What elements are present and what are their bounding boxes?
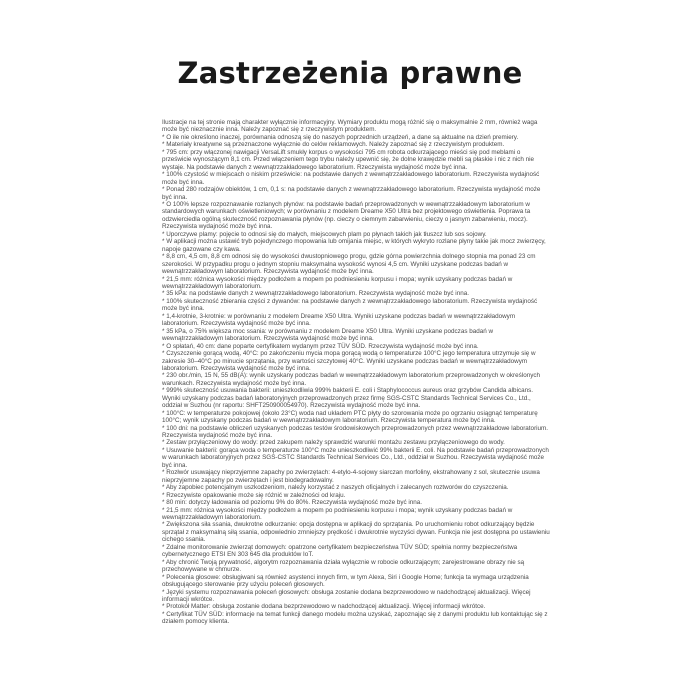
disclaimer-paragraph: * Protokół Matter: obsługa zostanie dodana bezprzewodowo w nadchodzącej aktualizacji. Więcej informacji wkrótce. bbox=[162, 603, 486, 611]
disclaimer-paragraph: * 100°C: w temperaturze pokojowej (około 23°C) woda nad układem PTC płyty do szorowania może po ogrzaniu osiągnąć temperaturę 100°C; wynik uzyskany podczas badań w wewnątrzzakładowym laboratorium. Rzeczywista temperatura może być inna. bbox=[162, 409, 538, 425]
disclaimer-paragraph: * 35 kPa, o 75% większa moc ssania: w porównaniu z modelem Dreame X50 Ultra. Wyniki uzyskane podczas badań w wewnątrzzakładowym laboratorium. Rzeczywista wydajność może być inna. bbox=[162, 327, 494, 343]
disclaimer-paragraph: * Certyfikat TÜV SÜD: informacje na temat funkcji danego modelu można uzyskać, zapoznając się z danymi produktu lub kontaktując się z działem pomocy klienta. bbox=[162, 610, 548, 626]
disclaimer-paragraph: * Języki systemu rozpoznawania poleceń głosowych: obsługa zostanie dodana bezprzewodowo w nadchodzącej aktualizacji. Więcej informacji wkrótce. bbox=[162, 588, 531, 603]
disclaimer-paragraph: * 999% skuteczność usuwania bakterii: unieszkodliwia 999% bakterii E. coli i Staphylococcus aureus oraz grzybów Candida albicans. Wyniki uzyskany podczas badań laboratoryjnych przeprowadzonych przez firmę SGS-CSTC Standards Technical Services Co., Ltd., oddział w Suzhou (nr raportu: SHFT250900054970). Rzeczywista wydajność może być inna. bbox=[162, 387, 534, 410]
disclaimer-paragraph: * 100% czystość w miejscach o niskim prześwicie: na podstawie danych z wewnątrzzakładowego laboratorium. Rzeczywista wydajność może być inna. bbox=[162, 171, 540, 186]
disclaimer-text-block bbox=[162, 119, 550, 626]
disclaimer-paragraph: * Zdalne monitorowanie zwierząt domowych: opatrzone certyfikatem bezpieczeństwa TÜV SÜD; spełnia normy bezpieczeństwa cybernetycznego ETSI EN 303 645 dla produktów IoT. bbox=[162, 543, 518, 559]
disclaimer-paragraph: * 100% skuteczność zbierania części z dywanów: na podstawie danych z wewnątrzzakładowego laboratorium. Rzeczywista wydajność może być inna. bbox=[162, 297, 538, 313]
disclaimer-paragraph: * 21,5 mm: różnica wysokości między podłożem a mopem po podniesieniu korpusu i mopa; wynik uzyskany podczas badań w wewnątrzzakładowym laboratorium. bbox=[162, 275, 513, 290]
disclaimer-paragraph: * Aby zapobiec potencjalnym uszkodzeniom, należy korzystać z naszych oficjalnych i zalecanych roztworów do czyszczenia. bbox=[162, 484, 509, 492]
disclaimer-paragraph: * 80 min: dotyczy ładowania od poziomu 9% do 80%. Rzeczywista wydajność może być inna. bbox=[162, 499, 423, 507]
disclaimer-paragraph: * W aplikacji można ustawić tryb pojedynczego mopowania lub omijania miejsc, w których wykryto rozlane płyny takie jak mocz zwierzęcy, napoje gazowane czy kawa. bbox=[162, 238, 546, 253]
disclaimer-paragraph: * Czyszczenie gorącą wodą, 40°C: po zakończeniu mycia mopa gorącą wodą o temperaturze 100°C jego temperatura utrzymuje się w zakresie 30–40°C po minucie sprzątania, przy wartości szczytowej 40°C. Wyniki uzyskane podczas badań w wewnątrzzakładowym laboratorium. Rzeczywista wydajność może być inna. bbox=[162, 350, 536, 372]
disclaimer-paragraph: * 35 kPa: na podstawie danych z wewnątrzzakładowego laboratorium. Rzeczywista wydajność może być inna. bbox=[162, 290, 469, 298]
disclaimer-paragraph: * O spłatań, 40 cm: dane poparte certyfikatem wydanym przez TÜV SÜD. Rzeczywista wydajność może być inna. bbox=[162, 342, 479, 350]
disclaimer-paragraph: * 100 dni: na podstawie obliczeń uzyskanych podczas testów środowiskowych przeprowadzonych przez wewnątrzzakładowe laboratorium. Rzeczywista wydajność może być inna. bbox=[162, 424, 549, 440]
disclaimer-paragraph: * Ponad 280 rodzajów obiektów, 1 cm, 0,1 s: na podstawie danych z wewnątrzzakładowego laboratorium. Rzeczywista wydajność może być inna. bbox=[162, 186, 541, 201]
disclaimer-paragraph: * Rzeczywiste opakowanie może się różnić w zależności od kraju. bbox=[162, 491, 346, 499]
disclaimer-paragraph: * 21,5 mm: różnica wysokości między podłożem a mopem po podniesieniu korpusu i mopa; wynik uzyskany podczas badań w wewnątrzzakładowym laboratorium. bbox=[162, 506, 513, 522]
disclaimer-paragraph: * Zwiększona siła ssania, dwukrotne odkurzanie: opcja dostępna w aplikacji do sprzątania. Po uruchomieniu robot odkurzający będzie sprzątał z maksymalną siłą ssania, odpowiednio zmniejszy prędkość i dwukrotnie wyczyści dywan. Funkcja nie jest dostępna po ustawieniu cichego ssania. bbox=[162, 521, 550, 544]
disclaimer-paragraph: Ilustracje na tej stronie mają charakter wyłącznie informacyjny. Wymiary produktu mogą różnić się o maksymalnie 2 mm, również waga może być nieznacznie inna. Należy zapoznać się z rzeczywistym produktem. bbox=[162, 119, 538, 134]
disclaimer-paragraph: * Materiały kreatywne są przeznaczone wyłącznie do celów reklamowych. Należy zapoznać się z rzeczywistym produktem. bbox=[162, 141, 505, 149]
disclaimer-paragraph: * 1,4-krotnie, 3-krotnie: w porównaniu z modelem Dreame X50 Ultra. Wyniki uzyskane podczas badań w wewnątrzzakładowym laboratorium. Rzeczywista wydajność może być inna. bbox=[162, 312, 516, 328]
disclaimer-paragraph: * 230 obr./min, 15 N, 55 dB(A): wynik uzyskany podczas badań w wewnątrzzakładowym laboratorium przeprowadzonych w określonych warunkach. Rzeczywista wydajność może być inna. bbox=[162, 372, 540, 387]
disclaimer-paragraph: * Aby chronić Twoją prywatność, algorytm rozpoznawania działa wyłącznie w robocie odkurzającym; zarejestrowane obrazy nie są przechowywane w chmurze. bbox=[162, 558, 525, 574]
disclaimer-paragraph: * Polecenia głosowe: obsługiwani są również asystenci innych firm, w tym Alexa, Siri i Google Home; funkcja ta wymaga urządzenia obsługującego sterowanie przy użyciu poleceń głosowych. bbox=[162, 573, 529, 589]
disclaimer-paragraph: * Rozłwór usuwający nieprzyjemne zapachy po zwierzętach: 4-etylo-4-sojowy siarczan morfoliny, ekstrahowany z sol, skutecznie usuwa nieprzyjemne zapachy po zwierzętach i jest biodegradowalny. bbox=[162, 469, 540, 484]
disclaimer-paragraph: * Zestaw przyłączeniowy do wody: przed zakupem należy sprawdzić warunki montażu zestawu przyłączeniowego do wody. bbox=[162, 439, 505, 447]
disclaimer-paragraph: * O 100% lepsze rozpoznawanie rozlanych płynów: na podstawie badań przeprowadzonych w wewnątrzzakładowym laboratorium w standardowych warunkach oświetleniowych; w porównaniu z modelem Dreame X50 Ultra bez projektowego oświetlenia. Poprawa ta odzwierciedla ogólną skuteczność rozpoznawania płynów (np. cieczy o ciemnym zabarwieniu, cieczy o jasnym zabarwieniu, mocz). Rzeczywista wydajność może być inna. bbox=[162, 200, 531, 231]
disclaimer-paragraph: * Usuwanie bakterii: gorąca woda o temperaturze 100°C może unieszkodliwić 99% bakterii E. coli. Na podstawie badań przeprowadzonych w warunkach laboratoryjnych przez SGS-CSTC Standards Technical Services Co., Ltd., oddział w Suzhou. Rzeczywista wydajność może być inna. bbox=[162, 446, 549, 469]
disclaimer-paragraph: * 795 cm: przy włączonej nawigacji VersaLift smukły korpus o wysokości 795 cm robota odkurzającego mieści się pod meblami o prześwicie wynoszącym 8,1 cm. Przed włączeniem tego trybu należy upewnić się, że dolne krawędzie mebli są płaskie i nic z nich nie wystaje. Na podstawie danych z wewnątrzzakładowego laboratorium. Rzeczywista wydajność może być inna. bbox=[162, 148, 535, 171]
disclaimer-paragraph: * O ile nie określono inaczej, porównania odnoszą się do naszych poprzednich urządzeń, a dane są aktualne na dzień premiery. bbox=[162, 133, 519, 141]
disclaimer-paragraph: * 8,8 cm, 4,5 cm, 8,8 cm odnosi się do wysokości dwustopniowego progu, gdzie górna powierzchnia dolnego stopnia ma ponad 23 cm szerokości. W przypadku progu o jednym stopniu maksymalna wysokość wynosi 4,5 cm. Wyniki uzyskane podczas badań w wewnątrzzakładowym laboratorium. Rzeczywista wydajność może być inna. bbox=[162, 253, 536, 276]
page-title: Zastrzeżenia prawne bbox=[177, 56, 523, 90]
disclaimer-paragraph: * Uporczywe plamy: pojęcie to odnosi się do małych, miejscowych plam po płynach takich jak tłuszcz lub sos sojowy. bbox=[162, 230, 487, 238]
